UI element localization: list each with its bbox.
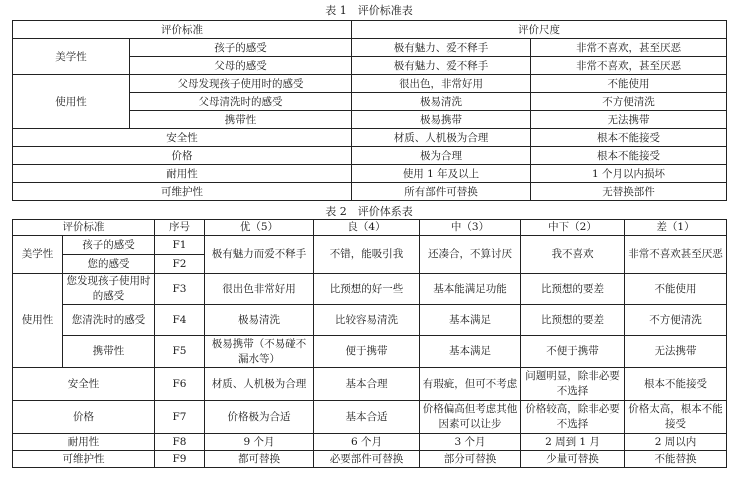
good-cell: 使用 1 年及以上: [352, 165, 531, 183]
seq-cell: F4: [155, 305, 205, 336]
seq-cell: F2: [155, 255, 205, 274]
header-grade-3: 中（3）: [420, 220, 521, 236]
table-row: [13, 236, 727, 255]
grade3-cell: 还凑合，不算讨厌: [420, 236, 521, 274]
grade3-cell: 基本满足: [420, 336, 521, 368]
good-cell: 极易携带: [352, 111, 531, 129]
category-cell: 美学性: [13, 236, 63, 274]
good-cell: 很出色，非常好用: [352, 75, 531, 93]
item-cell: 耐用性: [13, 434, 155, 451]
grade3-cell: 部分可替换: [420, 451, 521, 468]
table-row: [13, 305, 727, 336]
item-cell: 可维护性: [13, 451, 155, 468]
grade3-cell: 价格偏高但考虑其他因素可以让步: [420, 401, 521, 434]
grade5-cell: 很出色非常好用: [205, 274, 314, 305]
bad-cell: 根本不能接受: [531, 147, 727, 165]
grade4-cell: 必要部件可替换: [314, 451, 420, 468]
grade1-cell: 价格太高，根本不能接受: [625, 401, 727, 434]
bad-cell: 根本不能接受: [531, 129, 727, 147]
grade3-cell: 基本满足: [420, 305, 521, 336]
evaluation-standard-table: [12, 20, 727, 201]
table-row: [13, 368, 727, 401]
grade4-cell: 6 个月: [314, 434, 420, 451]
grade5-cell: 极有魅力而爱不释手: [205, 236, 314, 274]
grade2-cell: 不便于携带: [521, 336, 625, 368]
table-row: [13, 183, 727, 201]
item-cell: 孩子的感受: [130, 39, 352, 57]
item-cell: 您发现孩子使用时的感受: [63, 274, 155, 305]
item-cell: 价格: [13, 401, 155, 434]
table-row: [13, 165, 727, 183]
item-cell: 安全性: [13, 368, 155, 401]
good-cell: 极易清洗: [352, 93, 531, 111]
evaluation-system-table: [12, 219, 727, 468]
bad-cell: 无替换部件: [531, 183, 727, 201]
bad-cell: 非常不喜欢，甚至厌恶: [531, 57, 727, 75]
table-row: [13, 401, 727, 434]
item-cell: 您清洗时的感受: [63, 305, 155, 336]
seq-cell: F1: [155, 236, 205, 255]
header-grade-1: 差（1）: [625, 220, 727, 236]
good-cell: 所有部件可替换: [352, 183, 531, 201]
grade2-cell: 比预想的要差: [521, 274, 625, 305]
table-row: [13, 21, 727, 39]
item-cell: 价格: [13, 147, 352, 165]
good-cell: 极有魅力、爱不释手: [352, 57, 531, 75]
item-cell: 携带性: [63, 336, 155, 368]
seq-cell: F6: [155, 368, 205, 401]
grade1-cell: 无法携带: [625, 336, 727, 368]
grade1-cell: 根本不能接受: [625, 368, 727, 401]
header-grade-5: 优（5）: [205, 220, 314, 236]
item-cell: 您的感受: [63, 255, 155, 274]
grade5-cell: 都可替换: [205, 451, 314, 468]
header-seq: 序号: [155, 220, 205, 236]
category-cell: 美学性: [13, 39, 130, 75]
grade2-cell: 比预想的要差: [521, 305, 625, 336]
good-cell: 材质、人机极为合理: [352, 129, 531, 147]
seq-cell: F8: [155, 434, 205, 451]
table-row: [13, 147, 727, 165]
grade2-cell: 2 周到 1 月: [521, 434, 625, 451]
grade4-cell: 基本合适: [314, 401, 420, 434]
grade1-cell: 2 周以内: [625, 434, 727, 451]
bad-cell: 非常不喜欢，甚至厌恶: [531, 39, 727, 57]
grade5-cell: 材质、人机极为合理: [205, 368, 314, 401]
header-standard: 评价标准: [13, 220, 155, 236]
header-grade-4: 良（4）: [314, 220, 420, 236]
item-cell: 孩子的感受: [63, 236, 155, 255]
bad-cell: 不能使用: [531, 75, 727, 93]
header-grade-2: 中下（2）: [521, 220, 625, 236]
bad-cell: 1 个月以内损坏: [531, 165, 727, 183]
item-cell: 安全性: [13, 129, 352, 147]
table2-caption: 表 2 评价体系表: [325, 205, 413, 218]
seq-cell: F5: [155, 336, 205, 368]
grade1-cell: 非常不喜欢甚至厌恶: [625, 236, 727, 274]
grade5-cell: 9 个月: [205, 434, 314, 451]
good-cell: 极为合理: [352, 147, 531, 165]
item-cell: 父母发现孩子使用时的感受: [130, 75, 352, 93]
header-standard: 评价标准: [13, 21, 352, 39]
grade2-cell: 少量可替换: [521, 451, 625, 468]
header-scale: 评价尺度: [352, 21, 727, 39]
grade5-cell: 价格极为合适: [205, 401, 314, 434]
bad-cell: 无法携带: [531, 111, 727, 129]
grade5-cell: 极易携带（不易碰不漏水等）: [205, 336, 314, 368]
item-cell: 父母的感受: [130, 57, 352, 75]
table-row: [13, 274, 727, 305]
grade1-cell: 不能替换: [625, 451, 727, 468]
seq-cell: F3: [155, 274, 205, 305]
grade4-cell: 比预想的好一些: [314, 274, 420, 305]
good-cell: 极有魅力、爱不释手: [352, 39, 531, 57]
grade4-cell: 基本合理: [314, 368, 420, 401]
item-cell: 携带性: [130, 111, 352, 129]
bad-cell: 不方便清洗: [531, 93, 727, 111]
grade3-cell: 3 个月: [420, 434, 521, 451]
seq-cell: F9: [155, 451, 205, 468]
table-row: [13, 451, 727, 468]
table-row: [13, 129, 727, 147]
category-cell: 使用性: [13, 274, 63, 368]
grade4-cell: 不错，能吸引我: [314, 236, 420, 274]
category-cell: 使用性: [13, 75, 130, 129]
grade3-cell: 有瑕疵，但可不考虑: [420, 368, 521, 401]
item-cell: 耐用性: [13, 165, 352, 183]
grade1-cell: 不能使用: [625, 274, 727, 305]
grade4-cell: 比较容易清洗: [314, 305, 420, 336]
item-cell: 可维护性: [13, 183, 352, 201]
grade2-cell: 问题明显，除非必要不选择: [521, 368, 625, 401]
grade4-cell: 便于携带: [314, 336, 420, 368]
grade1-cell: 不方便清洗: [625, 305, 727, 336]
grade5-cell: 极易清洗: [205, 305, 314, 336]
item-cell: 父母清洗时的感受: [130, 93, 352, 111]
table-row: [13, 220, 727, 236]
grade3-cell: 基本能满足功能: [420, 274, 521, 305]
seq-cell: F7: [155, 401, 205, 434]
table-row: [13, 434, 727, 451]
grade2-cell: 我不喜欢: [521, 236, 625, 274]
grade2-cell: 价格较高，除非必要不选择: [521, 401, 625, 434]
table1-caption: 表 1 评价标准表: [325, 4, 413, 17]
table-row: [13, 336, 727, 368]
table-row: [13, 39, 727, 57]
table-row: [13, 75, 727, 93]
